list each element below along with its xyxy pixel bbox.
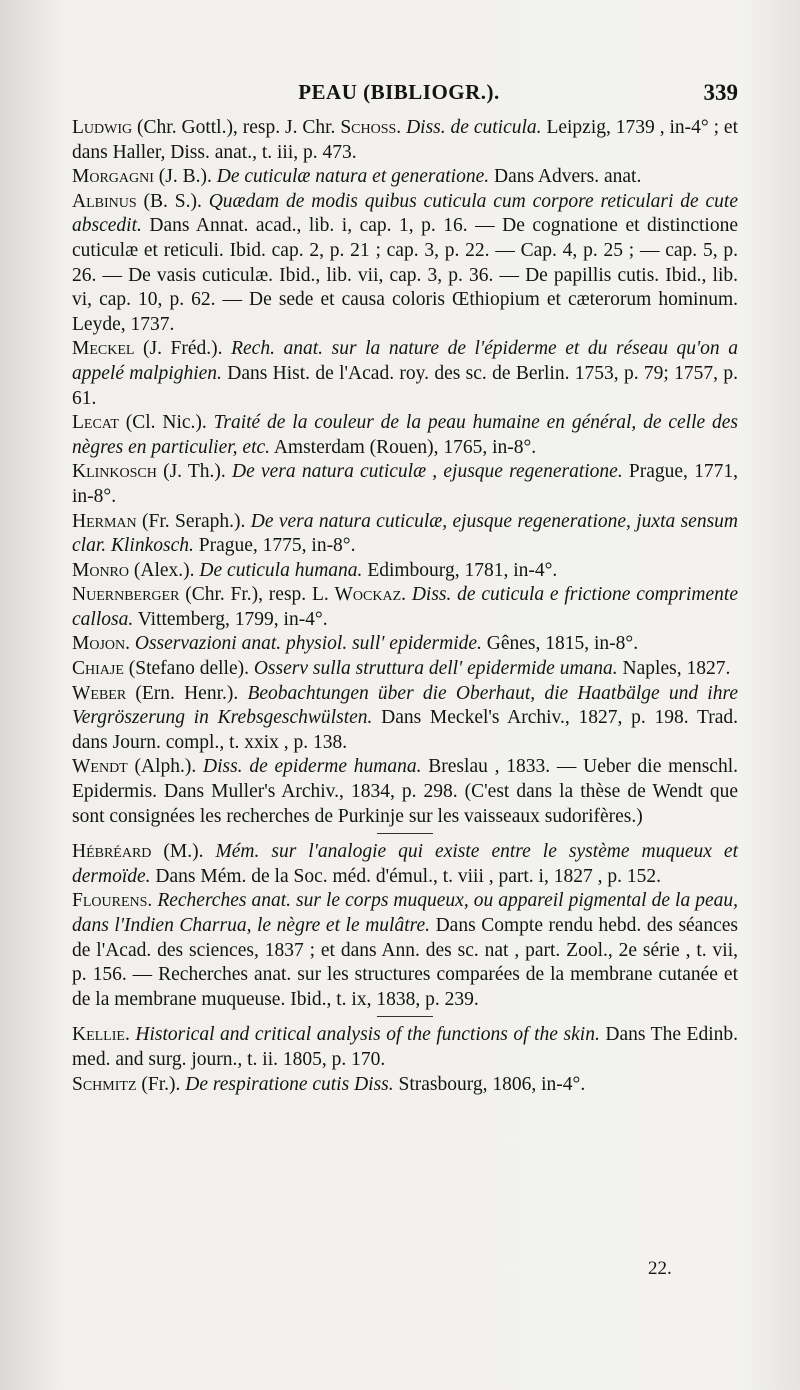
entry-author: Ludwig: [72, 117, 133, 138]
entry-publication: Prague, 1771, in-8°.: [72, 461, 739, 507]
entry-author: Mojon: [72, 633, 126, 655]
entry-title: Beobachtungen über die Oberhaut, die Haatbälge und ihre Vergröszerung in Krebsgeschwülsten.: [72, 682, 738, 729]
entry-title: Rech. anat. sur la nature de l'épiderme et du réseau qu'on a appelé malpighien.: [72, 338, 738, 384]
entry-author: Wendt: [72, 756, 128, 778]
entry-detail: (Alex.).: [129, 559, 200, 581]
bibliography-entry: [72, 755, 738, 829]
entry-title: Recherches anat. sur le corps muqueux, ou appareil pigmental de la peau, dans l'Indien Charrua, le nègre et le mulâtre.: [72, 890, 739, 936]
entry-publication: Dans Advers. anat.: [489, 166, 642, 188]
entry-detail: (Stefano delle).: [123, 658, 254, 680]
entry-author: Flourens: [72, 890, 148, 912]
entry-detail: (J. Th.).: [156, 461, 233, 483]
entry-title: Quædam de modis quibus cuticula cum corpore reticulari de cute abscedit.: [72, 190, 738, 237]
entry-publication: Gênes, 1815, in-8°.: [481, 633, 639, 655]
entry-publication: Dans Annat. acad., lib. i, cap. 1, p. 16. — De cognatione et distinctione cuticulæ et reticuli. Ibid. cap. 2, p. 21 ; cap. 3, p. 22. — Cap. 4, p. 25 ; — cap. 5, p. 26. — De vasis cuticulæ. Ibid., lib. vii, cap. 3, p. 36. — De papillis cutis. Ibid., lib. vi, cap. 10, p. 62. — De sede et causa coloris Œthiopium et cæterorum hominum. Leyde, 1737.: [72, 215, 738, 335]
entry-author: Lecat: [72, 412, 119, 434]
running-head: PEAU (BIBLIOGR.).: [298, 80, 500, 104]
entry-publication: Prague, 1775, in-8°.: [193, 535, 356, 557]
entry-detail: (Chr. Fr.), resp. L.: [179, 584, 335, 606]
bibliography-entry: [72, 1023, 738, 1072]
bibliography-entry: [72, 1073, 738, 1098]
entry-author: Hébréard: [72, 841, 152, 863]
bibliography-entry: [72, 657, 738, 682]
entry-title: Diss. de cuticula.: [406, 117, 542, 138]
entry-detail: (Ern. Henr.).: [126, 682, 248, 704]
entry-publication: Dans Meckel's Archiv., 1827, p. 198. Trad. dans Journ. compl., t. xxix , p. 138.: [72, 707, 738, 753]
bibliography-entry: [72, 411, 738, 460]
bibliography-entry: [72, 889, 738, 1012]
entry-publication: Strasbourg, 1806, in-4°.: [393, 1073, 586, 1095]
entry-detail: .: [124, 1024, 136, 1046]
bibliography-entry: [72, 190, 738, 338]
entry-author: Albinus: [72, 190, 137, 212]
entry-detail: (B. S.).: [136, 190, 209, 212]
entry-author: Morgagni: [72, 166, 154, 188]
section-divider: [377, 833, 433, 834]
entry-author: Kellie: [72, 1024, 125, 1046]
printer-signature: 22.: [648, 1258, 672, 1279]
entry-detail: .: [396, 117, 407, 138]
section-divider: [377, 1016, 433, 1017]
entry-title: Mém. sur l'analogie qui existe entre le système muqueux et dermoïde.: [72, 841, 738, 887]
entry-detail: .: [125, 633, 135, 655]
bibliography-entry: [72, 116, 738, 165]
bibliography-entry: [72, 559, 738, 584]
entry-detail: (Alph.).: [127, 756, 203, 778]
entry-title: Historical and critical analysis of the functions of the skin.: [135, 1024, 600, 1046]
entry-detail: (Fr.).: [136, 1073, 186, 1095]
bibliography-entry: [72, 632, 738, 657]
entry-author: Schoss: [340, 117, 397, 138]
entry-detail: (J. Fréd.).: [134, 338, 232, 360]
page-header: [60, 80, 738, 110]
entry-publication: Vittemberg, 1799, in-4°.: [133, 608, 328, 630]
bibliography-entry: [72, 583, 738, 632]
entry-publication: Leipzig, 1739 , in-4° ; et dans Haller, Diss. anat., t. iii, p. 473.: [72, 117, 738, 163]
entry-publication: Dans Hist. de l'Acad. roy. des sc. de Berlin. 1753, p. 79; 1757, p. 61.: [72, 362, 739, 409]
bibliography-entry: [72, 460, 738, 509]
entry-publication: Naples, 1827.: [617, 658, 731, 680]
bibliography-entry: [72, 165, 738, 190]
bibliography-entry: [72, 337, 738, 411]
entry-title: Traité de la couleur de la peau humaine en général, de celle des nègres en particulier, etc.: [72, 412, 738, 458]
entry-author: Monro: [72, 559, 130, 581]
entry-detail: .: [401, 584, 412, 606]
entry-title: De vera natura cuticulæ, ejusque regeneratione, juxta sensum clar. Klinkosch.: [72, 510, 739, 557]
bibliography-entry: [72, 840, 738, 889]
entry-title: De vera natura cuticulæ , ejusque regeneratione.: [232, 461, 623, 483]
entry-detail: (J. B.).: [153, 166, 217, 188]
entry-author: Schmitz: [72, 1073, 137, 1095]
entry-publication: Edimbourg, 1781, in-4°.: [362, 559, 558, 581]
entry-detail: (Cl. Nic.).: [118, 412, 214, 434]
bibliography-entry: [72, 682, 738, 756]
bibliography-entry: [72, 510, 738, 559]
entry-author: Chiaje: [72, 658, 124, 680]
entry-author: Herman: [72, 510, 137, 532]
entry-author: Weber: [72, 682, 127, 704]
entry-detail: (Fr. Seraph.).: [136, 510, 251, 532]
entry-publication: Amsterdam (Rouen), 1765, in-8°.: [270, 436, 537, 458]
entry-title: De respiratione cutis Diss.: [185, 1073, 394, 1095]
entry-author: Nuernberger: [72, 584, 180, 606]
entry-author: Klinkosch: [72, 461, 157, 483]
entry-publication: Dans Compte rendu hebd. des séances de l'Acad. des sciences, 1837 ; et dans Ann. des sc. nat , part. Zool., 2e série , t. vii, p. 156. — Recherches anat. sur les structures comparées de la membrane cutanée et de la membrane muqueuse. Ibid., t. ix, 1838, p. 239.: [72, 915, 738, 1010]
entry-author: Wockaz: [334, 584, 402, 606]
entry-title: Diss. de cuticula e frictione comprimente callosa.: [72, 584, 738, 630]
entry-detail: .: [147, 890, 158, 912]
page-number: 339: [703, 80, 738, 105]
entry-title: De cuticulæ natura et generatione.: [216, 166, 490, 188]
entry-detail: (Chr. Gottl.), resp. J. Chr.: [132, 117, 341, 138]
entry-title: Osservazioni anat. physiol. sull' epidermide.: [134, 633, 482, 655]
bibliography-list: [72, 116, 738, 1097]
entry-title: Diss. de epiderme humana.: [203, 756, 422, 778]
entry-publication: Dans The Edinb. med. and surg. journ., t. ii. 1805, p. 170.: [72, 1024, 739, 1070]
entry-title: De cuticula humana.: [199, 559, 363, 581]
entry-detail: (M.).: [151, 841, 216, 863]
entry-author: Meckel: [72, 338, 135, 360]
entry-title: Osserv sulla struttura dell' epidermide umana.: [253, 658, 618, 680]
entry-publication: Dans Mém. de la Soc. méd. d'émul., t. viii , part. i, 1827 , p. 152.: [150, 865, 661, 887]
entry-publication: Breslau , 1833. — Ueber die menschl. Epidermis. Dans Muller's Archiv., 1834, p. 298. (C'est dans la thèse de Wendt que sont consignées les recherches de Purkinje sur les vaisseaux sudorifères.): [72, 756, 738, 827]
